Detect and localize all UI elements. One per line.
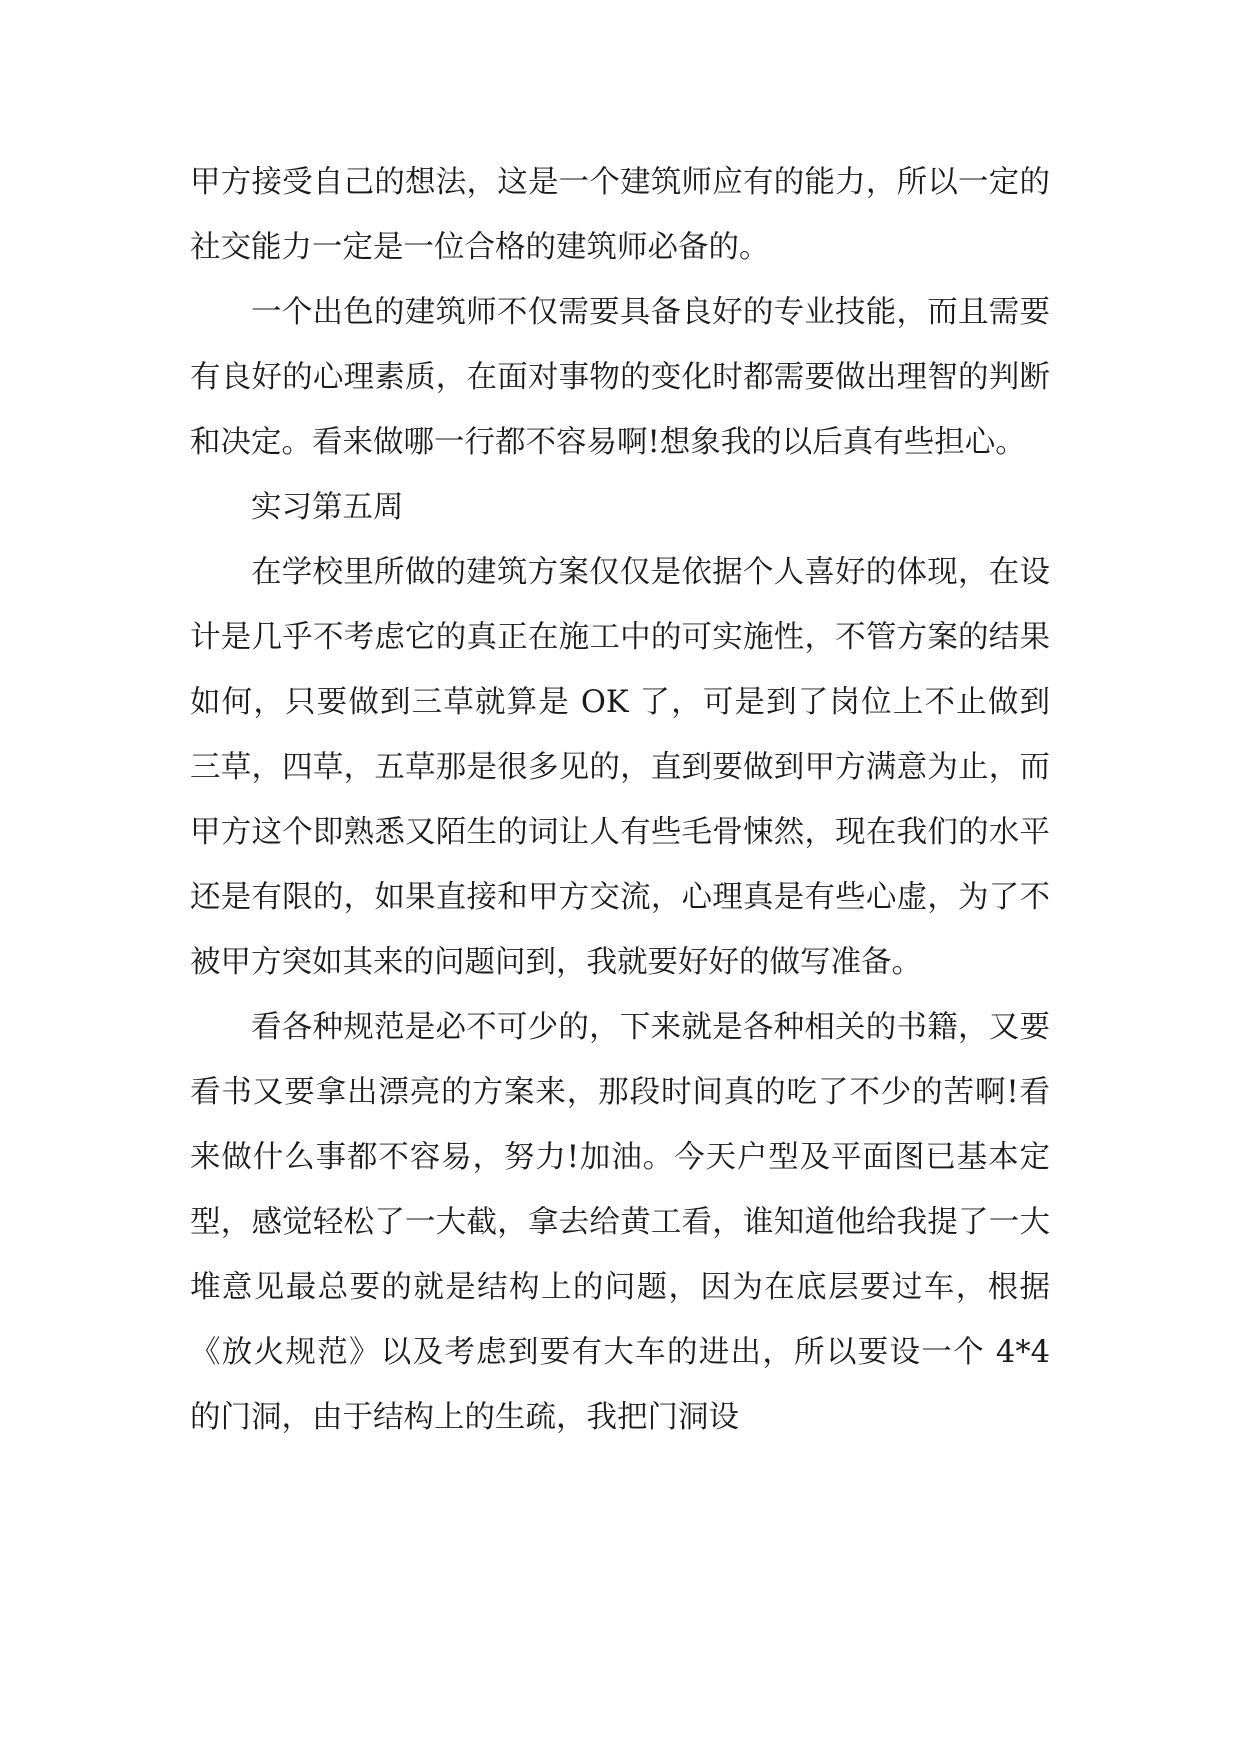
paragraph-4: 看各种规范是必不可少的，下来就是各种相关的书籍，又要看书又要拿出漂亮的方案来，那段时间真的吃了不少的苦啊!看来做什么事都不容易，努力!加油。今天户型及平面图已基本定型，感觉轻松了一大截，拿去给黄工看，谁知道他给我提了一大堆意见最总要的就是结构上的问题，因为在底层要过车，根据《放火规范》以及考虑到要有大车的进出，所以要设一个 4*4 的门洞，由于结构上的生疏，我把门洞设: [190, 1010, 1050, 1435]
paragraph-1: 甲方接受自己的想法，这是一个建筑师应有的能力，所以一定的社交能力一定是一位合格的建筑师必备的。: [190, 165, 1050, 265]
section-heading: 实习第五周: [251, 490, 404, 525]
paragraph-3: 在学校里所做的建筑方案仅仅是依据个人喜好的体现，在设计是几乎不考虑它的真正在施工中的可实施性，不管方案的结果如何，只要做到三草就算是 OK 了，可是到了岗位上不止做到三草，四草，五草那是很多见的，直到要做到甲方满意为止，而甲方这个即熟悉又陌生的词让人有些毛骨悚然，现在我们的水平还是有限的，如果直接和甲方交流，心理真是有些心虚，为了不被甲方突如其来的问题问到，我就要好好的做写准备。: [190, 555, 1050, 980]
paragraph-2: 一个出色的建筑师不仅需要具备良好的专业技能，而且需要有良好的心理素质，在面对事物的变化时都需要做出理智的判断和决定。看来做哪一行都不容易啊!想象我的以后真有些担心。: [190, 295, 1050, 460]
document-page: [190, 150, 1050, 1450]
